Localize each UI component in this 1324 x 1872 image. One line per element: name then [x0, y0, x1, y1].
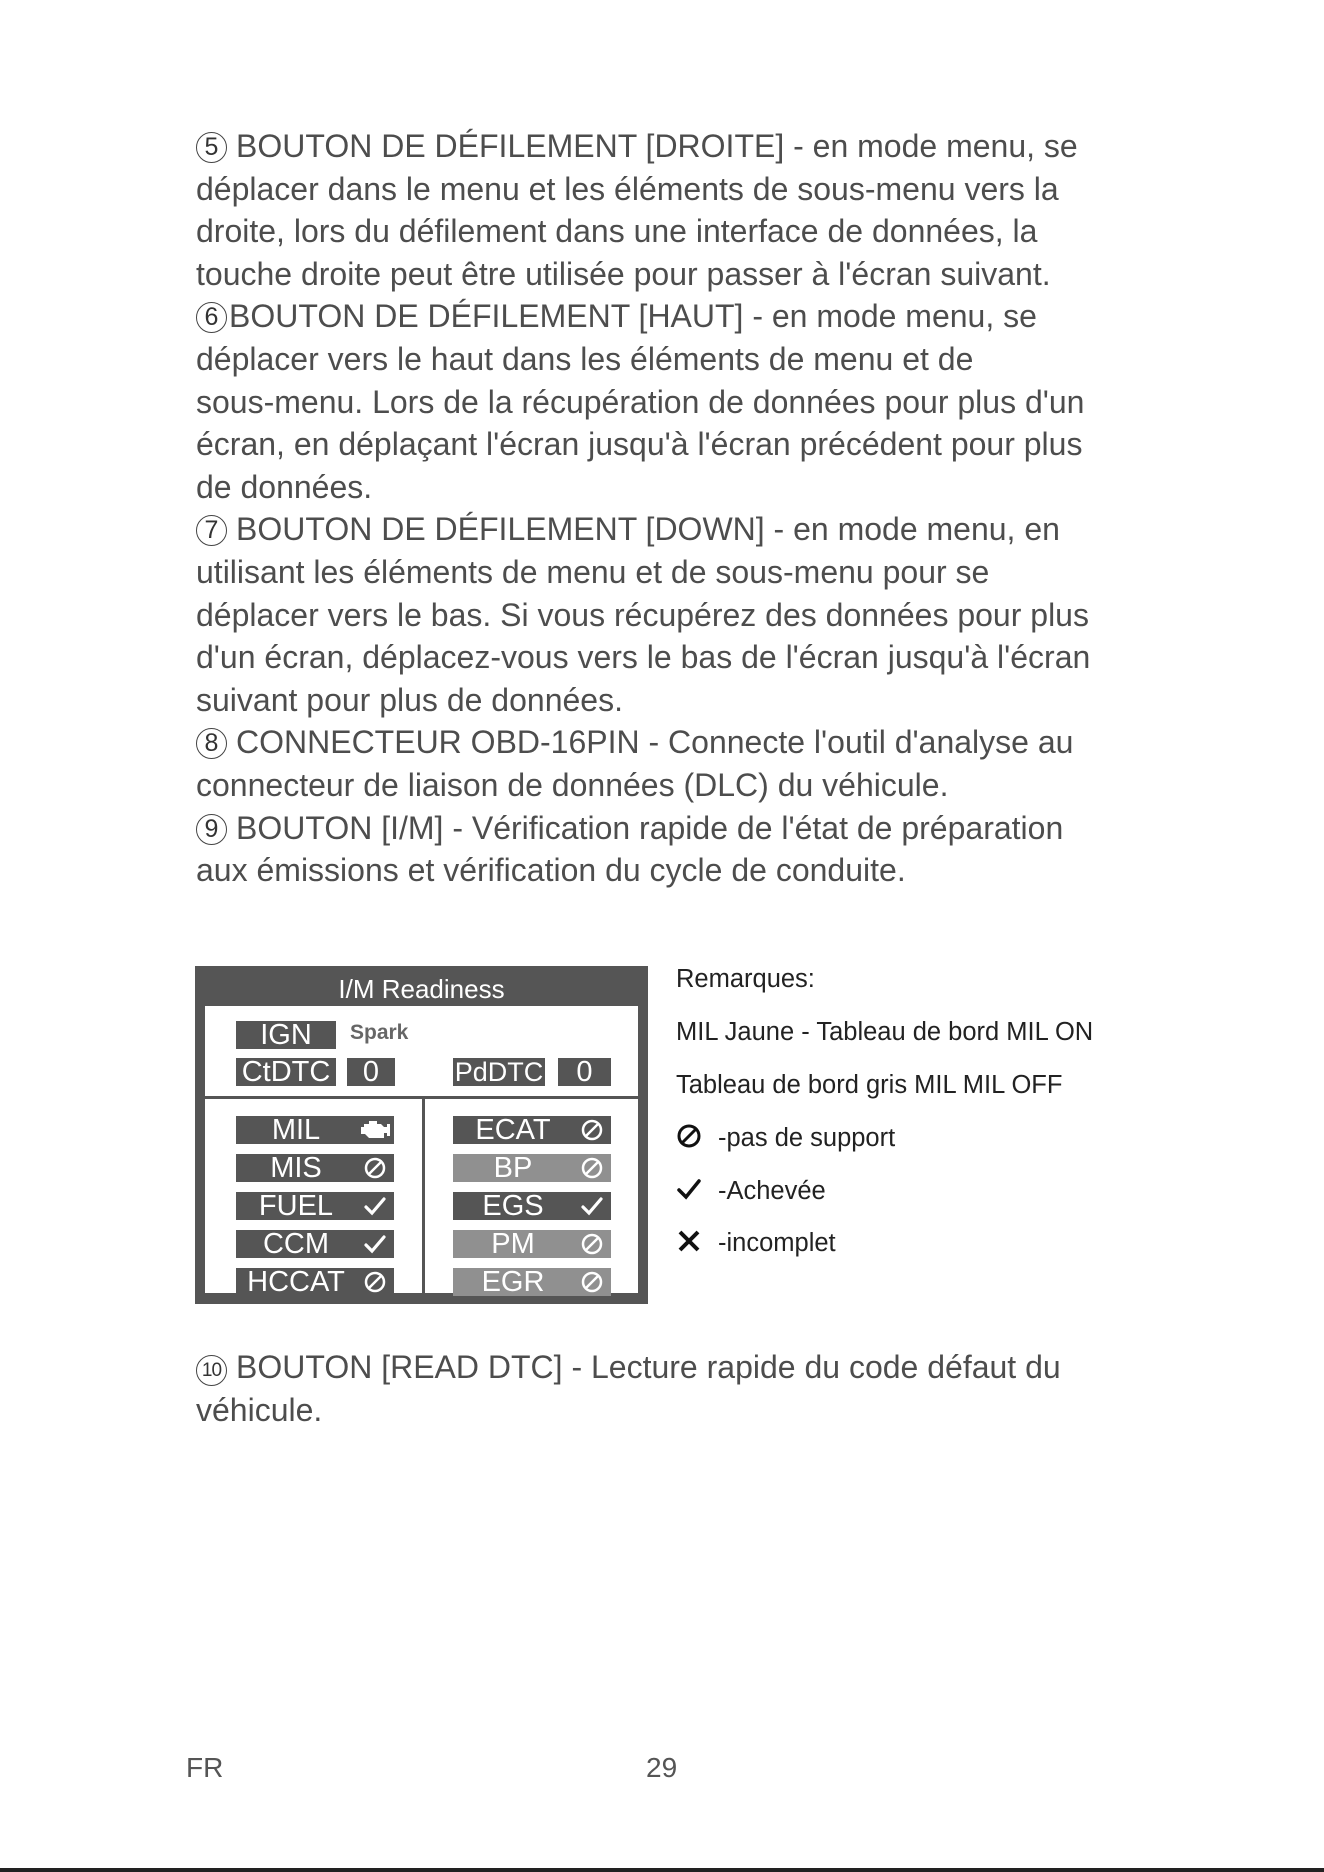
monitor-row-ccm	[236, 1227, 394, 1260]
circled-number-7: 7	[196, 515, 227, 546]
monitor-label: MIL	[271, 1113, 321, 1146]
not-supported-icon	[356, 1156, 394, 1180]
screen-title: I/M Readiness	[338, 974, 505, 1004]
not-supported-icon	[573, 1232, 611, 1256]
not-supported-icon	[573, 1118, 611, 1142]
page-number: 29	[646, 1752, 678, 1783]
monitor-label: BP	[493, 1151, 533, 1184]
remarks-title: Remarques:	[676, 965, 815, 993]
remarks-line-mil-on: MIL Jaune - Tableau de bord MIL ON	[676, 1018, 1094, 1046]
monitor-row-hccat	[236, 1265, 394, 1298]
not-supported-icon	[573, 1270, 611, 1294]
check-icon	[356, 1232, 394, 1256]
instruction-item-8: 8 CONNECTEUR OBD-16PIN - Connecte l'outil d'analyse au connecteur de liaison de données (DLC) du véhicule.	[196, 724, 1074, 803]
monitor-row-mis	[236, 1151, 394, 1184]
monitor-row-mil	[236, 1113, 394, 1146]
screen-body	[205, 1006, 638, 1298]
divider-vertical	[422, 1099, 425, 1293]
instruction-item-5: 5 BOUTON DE DÉFILEMENT [DROITE] - en mode menu, se déplacer dans le menu et les éléments de sous-menu vers la droite, lors du défilement dans une interface de données, la touche droite peut être utilisée pour passer à l'écran suivant.	[196, 128, 1078, 292]
monitor-row-fuel	[236, 1189, 394, 1222]
monitor-label: EGR	[481, 1265, 545, 1298]
monitor-label: ECAT	[475, 1113, 551, 1146]
instruction-item-6: 6 BOUTON DE DÉFILEMENT [HAUT] - en mode menu, se déplacer vers le haut dans les éléments de menu et de sous-menu. Lors de la récupération de données pour plus d'un écran, en déplaçant l'écran jusqu'à l'écran précédent pour plus de données.	[196, 298, 1085, 505]
engine-icon	[356, 1119, 394, 1141]
footer-language: FR	[186, 1752, 224, 1783]
circled-number-8: 8	[196, 728, 227, 759]
pddtc-label: PdDTC	[454, 1057, 544, 1087]
instruction-item-7: 7 BOUTON DE DÉFILEMENT [DOWN] - en mode menu, en utilisant les éléments de menu et de sous-menu pour se déplacer vers le bas. Si vous récupérez des données pour plus d'un écran, déplacez-vous vers le bas de l'écran jusqu'à l'écran suivant pour plus de données.	[196, 511, 1091, 718]
check-icon	[676, 1176, 706, 1209]
check-icon	[573, 1194, 611, 1218]
circled-number-6: 6	[196, 302, 227, 333]
cross-icon	[676, 1228, 706, 1261]
monitor-row-pm	[453, 1227, 611, 1260]
monitor-row-ecat	[453, 1113, 611, 1146]
instruction-item-9: 9 BOUTON [I/M] - Vérification rapide de l'état de préparation aux émissions et vérification du cycle de conduite.	[196, 809, 1064, 889]
circled-number-10: 10	[196, 1355, 227, 1386]
monitor-label: PM	[491, 1227, 535, 1260]
monitor-row-egr	[453, 1265, 611, 1298]
monitor-label: FUEL	[258, 1189, 334, 1222]
im-readiness-screen	[195, 966, 648, 1304]
not-supported-icon	[676, 1123, 706, 1156]
ctdtc-label: CtDTC	[236, 1058, 336, 1086]
ign-value: Spark	[350, 1021, 409, 1044]
ign-label: IGN	[236, 1021, 336, 1049]
not-supported-icon	[356, 1270, 394, 1294]
not-supported-icon	[573, 1156, 611, 1180]
monitor-label: EGS	[482, 1189, 544, 1222]
monitor-label: CCM	[262, 1227, 330, 1260]
monitor-row-egs	[453, 1189, 611, 1222]
circled-number-5: 5	[196, 132, 227, 163]
monitor-label: MIS	[270, 1151, 322, 1184]
legend-incomplete: -incomplet	[676, 1228, 836, 1261]
instruction-list	[196, 125, 1146, 892]
circled-number-9: 9	[196, 814, 227, 845]
pddtc-value: 0	[558, 1058, 611, 1086]
remarks-line-mil-off: Tableau de bord gris MIL MIL OFF	[676, 1071, 1063, 1099]
monitor-label: HCCAT	[247, 1265, 345, 1298]
legend-complete: -Achevée	[676, 1176, 826, 1209]
legend-not-supported: -pas de support	[676, 1123, 895, 1156]
check-icon	[356, 1194, 394, 1218]
bottom-rule	[0, 1868, 1324, 1872]
monitor-row-bp	[453, 1151, 611, 1184]
ctdtc-value: 0	[347, 1058, 395, 1086]
instruction-item-10: 10 BOUTON [READ DTC] - Lecture rapide du code défaut du véhicule.	[196, 1349, 1061, 1428]
